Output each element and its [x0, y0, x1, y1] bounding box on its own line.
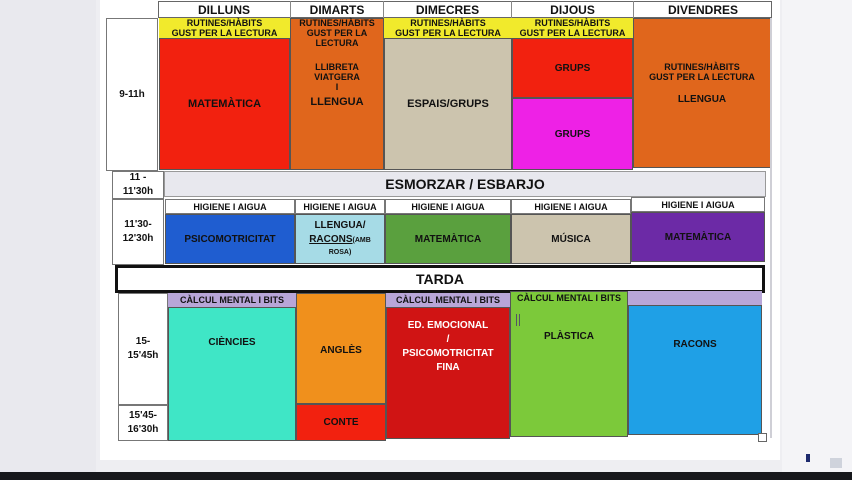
monday-afternoon-label-wrap: [168, 334, 296, 350]
tuesday-story-block: [296, 404, 386, 441]
wednesday-hygiene-strip: HIGIENE I AIGUA: [385, 199, 511, 214]
friday-afternoon-label-wrap: [628, 336, 762, 352]
monday-midday-subject: PSICOMOTRICITAT: [184, 233, 276, 245]
wednesday-mental-strip: CÀLCUL MENTAL I BITS: [386, 293, 510, 307]
monday-morning-block: [159, 38, 290, 170]
tuesday-midday-block: [295, 214, 385, 264]
friday-morning-subject-wrap: [633, 90, 771, 108]
wednesday-afternoon-label-wrap: [386, 316, 510, 378]
time-label-1: 9-11h: [119, 88, 145, 100]
thursday-afternoon-subject: PLÀSTICA: [544, 330, 594, 342]
wednesday-midday-subject: MATEMÀTICA: [414, 233, 482, 245]
friday-afternoon-subject: RACONS: [673, 338, 717, 350]
tuesday-midday-line2: RACONS: [309, 233, 353, 245]
status-indicator-icon: [806, 454, 810, 462]
tuesday-morning-subject: LLENGUA: [310, 96, 364, 108]
friday-hygiene-strip: HIGIENE I AIGUA: [631, 197, 765, 212]
friday-routines-text: RUTINES/HÀBITS GUST PER LA LECTURA: [649, 62, 755, 82]
monday-afternoon-subject: CIÈNCIES: [208, 336, 256, 348]
day-wednesday: DIMECRES: [384, 1, 512, 18]
monday-morning-subject: MATEMÀTICA: [187, 98, 262, 110]
taskbar: [0, 472, 852, 480]
time-label-2: 11 - 11'30h: [122, 172, 154, 197]
afternoon-band: TARDA: [115, 265, 765, 293]
day-thursday: DIJOUS: [512, 1, 634, 18]
thursday-groups-bottom: [512, 98, 633, 170]
tuesday-afternoon-subject: ANGLÈS: [320, 344, 362, 356]
thursday-groups-top-label: GRUPS: [554, 62, 591, 74]
monday-midday-block: [165, 214, 295, 264]
page-edge: [770, 18, 772, 438]
resize-handle-icon[interactable]: [758, 433, 767, 442]
friday-afternoon-block: [628, 305, 762, 435]
friday-morning-subject: LLENGUA: [677, 93, 727, 105]
time-label-3: 11'30- 12'30h: [122, 219, 154, 244]
thursday-afternoon-block: [510, 291, 628, 437]
wednesday-morning-subject: ESPAIS/GRUPS: [407, 98, 489, 110]
monday-afternoon-block: [168, 307, 296, 441]
friday-midday-block: [631, 212, 765, 262]
tuesday-notebook-text: LLIBRETA VIATGERA I: [314, 62, 360, 92]
tuesday-hygiene-strip: HIGIENE I AIGUA: [295, 199, 385, 214]
monitor-button-icon[interactable]: [830, 458, 842, 468]
thursday-midday-block: [511, 214, 631, 264]
tuesday-morning-subject-wrap: [290, 94, 384, 110]
day-monday: DILLUNS: [158, 1, 291, 18]
thursday-routines-strip: RUTINES/HÀBITS GUST PER LA LECTURA: [512, 18, 633, 38]
monday-hygiene-strip: HIGIENE I AIGUA: [165, 199, 295, 214]
thursday-hygiene-strip: HIGIENE I AIGUA: [511, 199, 631, 214]
day-tuesday: DIMARTS: [291, 1, 384, 18]
tuesday-midday-line1: LLENGUA/: [314, 219, 366, 231]
friday-mental-strip: [628, 291, 762, 305]
tuesday-story-subject: CONTE: [323, 417, 359, 428]
right-margin: [782, 0, 852, 472]
thursday-mental-strip: CÀLCUL MENTAL I BITS: [517, 293, 621, 303]
wednesday-routines-strip: RUTINES/HÀBITS GUST PER LA LECTURA: [384, 18, 512, 38]
thursday-groups-bottom-label: GRUPS: [554, 128, 591, 140]
tuesday-midday-note: (AMB: [352, 236, 371, 244]
tuesday-routines-text: RUTINES/HÀBITS GUST PER LA LECTURA: [299, 18, 375, 48]
tuesday-midday-note2: ROSA): [328, 248, 352, 256]
left-margin: [0, 0, 96, 472]
wednesday-afternoon-subject: ED. EMOCIONAL / PSICOMOTRICITAT FINA: [402, 320, 494, 373]
wednesday-morning-block: [384, 38, 512, 170]
monday-routines-strip: RUTINES/HÀBITS GUST PER LA LECTURA: [159, 18, 290, 38]
thursday-afternoon-label-wrap: [510, 328, 628, 344]
time-label-5: 15'45- 16'30h: [127, 410, 159, 435]
monday-mental-strip: CÀLCUL MENTAL I BITS: [168, 293, 296, 307]
tuesday-afternoon-label-wrap: [296, 342, 386, 358]
thursday-groups-top: [512, 38, 633, 98]
break-band: ESMORZAR / ESBARJO: [164, 171, 766, 197]
friday-midday-subject: MATEMÀTICA: [664, 231, 732, 243]
time-label-4: 15- 15'45h: [127, 336, 159, 361]
text-cursor-icon: [516, 314, 520, 326]
day-friday: DIVENDRES: [667, 2, 738, 17]
thursday-midday-subject: MÚSICA: [551, 233, 591, 245]
wednesday-midday-block: [385, 214, 511, 264]
